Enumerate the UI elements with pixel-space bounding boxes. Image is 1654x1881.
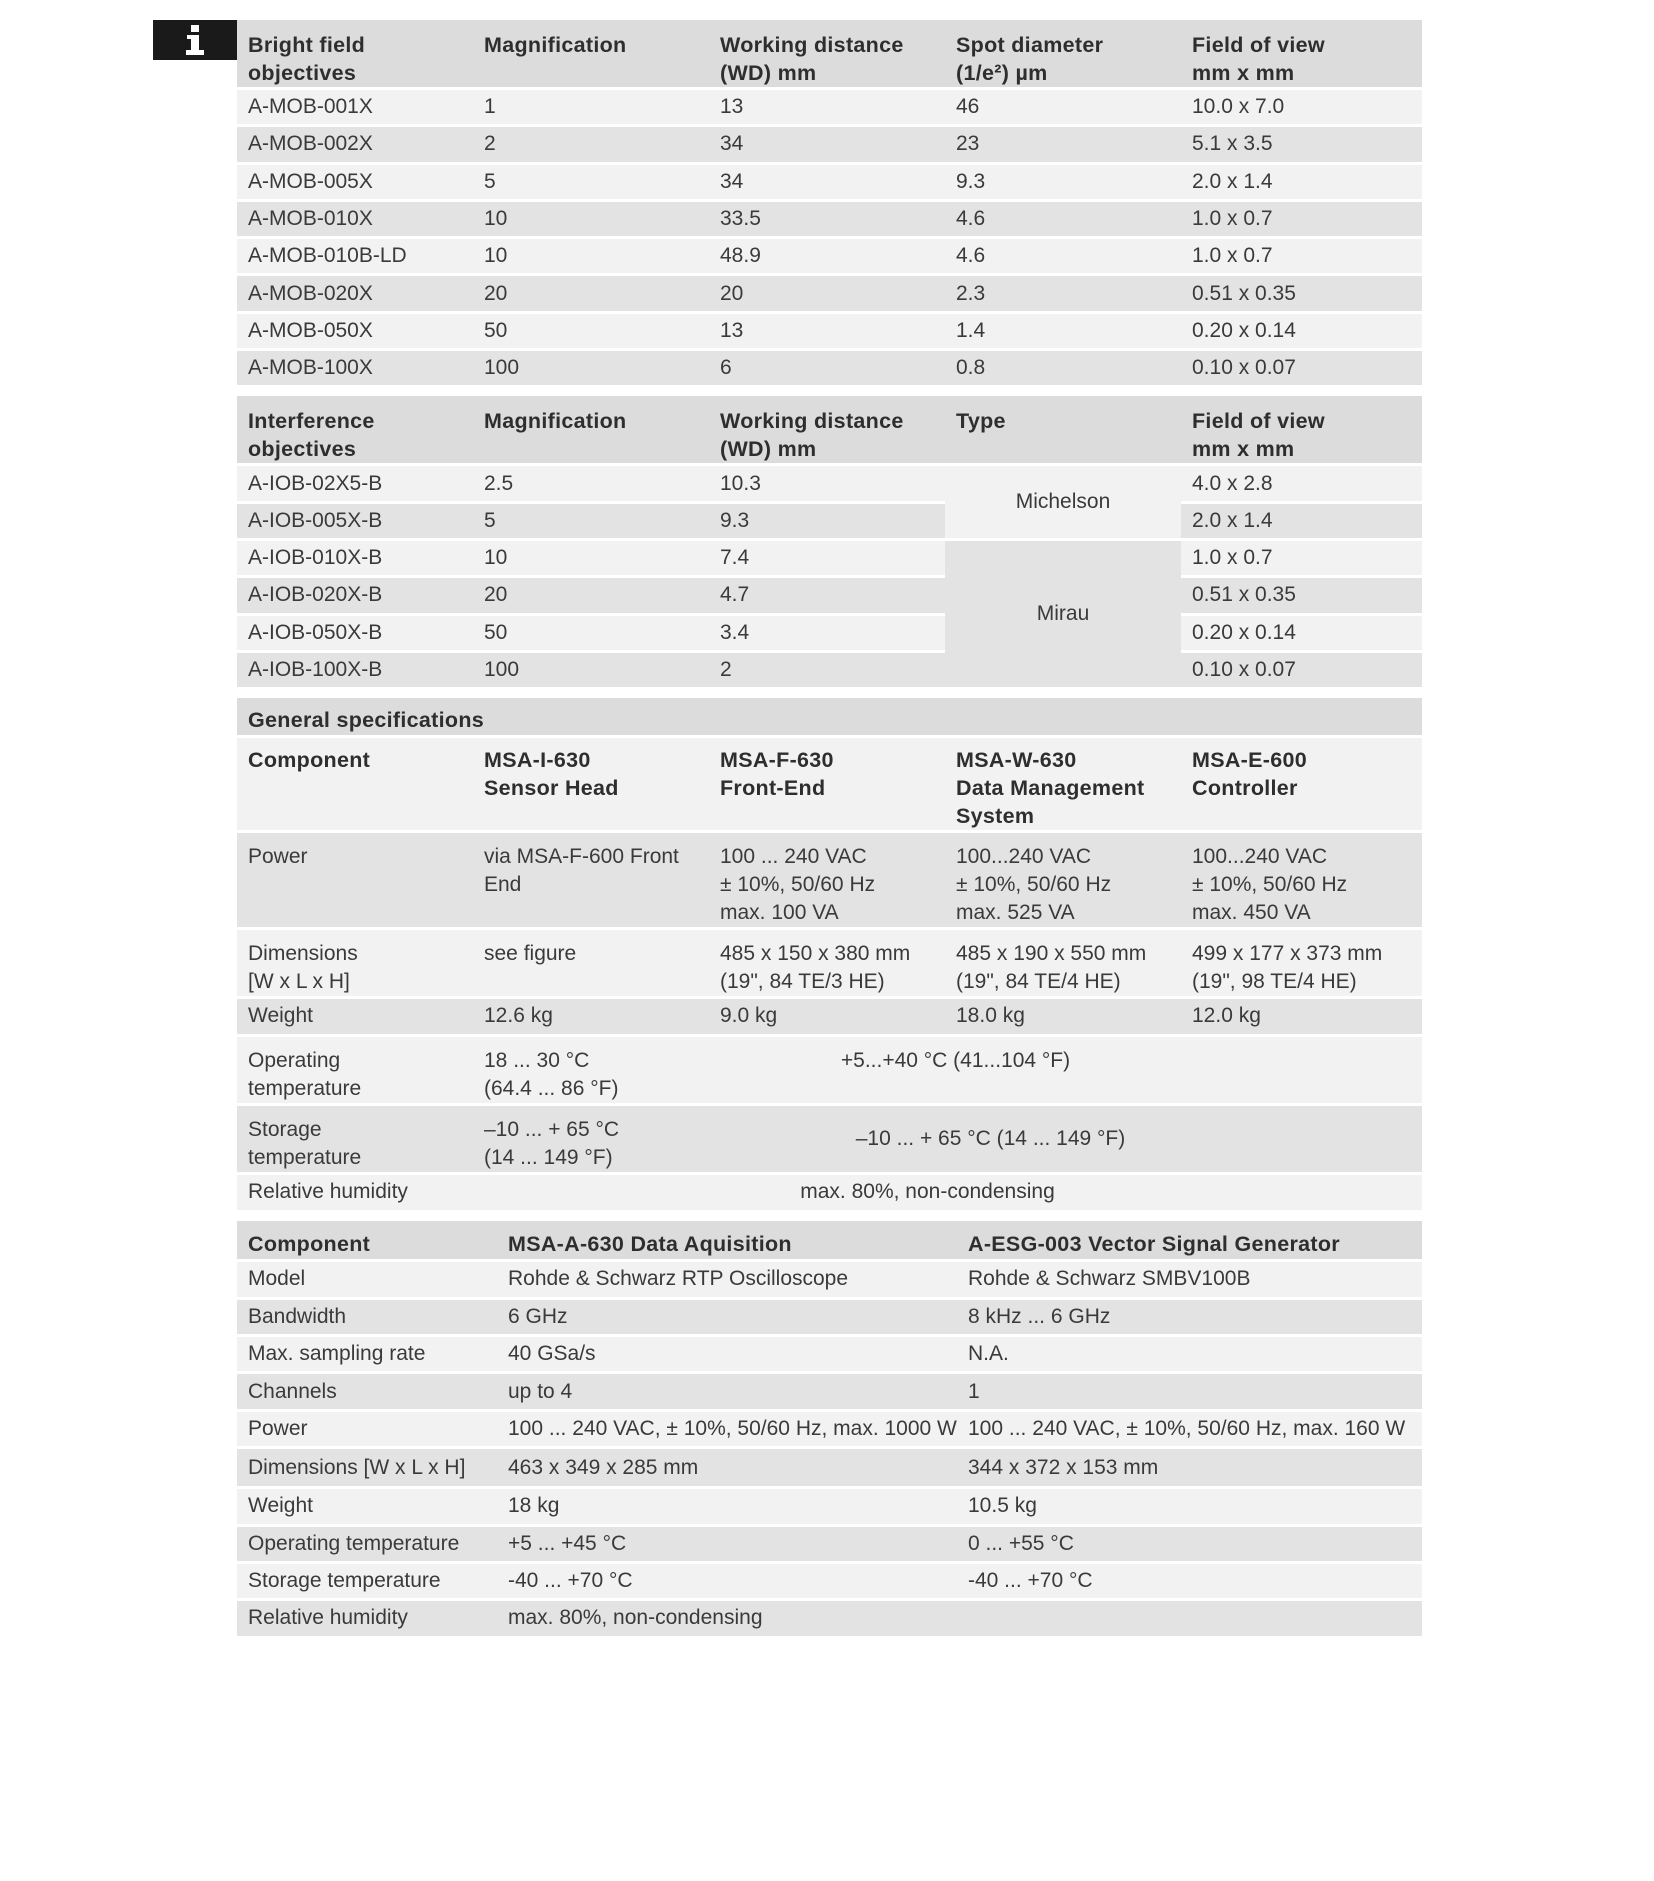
table-row	[237, 502, 1422, 539]
table-cell: 0.10 x 0.07	[1181, 350, 1422, 387]
table-cell: A-MOB-010X	[237, 200, 473, 237]
table-cell: 48.9	[709, 238, 945, 275]
column-header: Spot diameter (1/e²) µm	[945, 20, 1181, 89]
info-icon	[153, 20, 237, 60]
table-row	[237, 312, 1422, 349]
table-cell: 1	[473, 89, 709, 126]
table-row	[237, 928, 1422, 997]
table-cell: Bandwidth	[237, 1298, 497, 1335]
table-cell: 100...240 VAC ± 10%, 50/60 Hz max. 525 VA	[945, 831, 1181, 928]
column-header: MSA-F-630 Front-End	[709, 736, 945, 831]
table-cell: 5.1 x 3.5	[1181, 126, 1422, 163]
table-cell: 9.0 kg	[709, 997, 945, 1035]
table-cell: N.A.	[957, 1335, 1422, 1372]
table-cell: Max. sampling rate	[237, 1335, 497, 1372]
column-header: Field of view mm x mm	[1181, 396, 1422, 465]
table-row	[237, 831, 1422, 928]
table-cell: 4.6	[945, 200, 1181, 237]
table-cell: –10 ... + 65 °C (14 ... 149 °F)	[473, 1104, 709, 1173]
table-row	[237, 577, 1422, 614]
table-row	[237, 1562, 1422, 1599]
table-cell: Channels	[237, 1373, 497, 1410]
table-cell: 2	[473, 126, 709, 163]
table-cell: 40 GSa/s	[497, 1335, 957, 1372]
column-header: Bright field objectives	[237, 20, 473, 89]
type-mirau: Mirau	[945, 539, 1181, 688]
table-cell: max. 80%, non-condensing	[473, 1173, 1422, 1211]
table-row	[237, 163, 1422, 200]
table-cell: 0.10 x 0.07	[1181, 651, 1422, 688]
table-cell: 18 ... 30 °C (64.4 ... 86 °F)	[473, 1035, 709, 1104]
table-row	[237, 539, 1422, 576]
table-cell: 9.3	[945, 163, 1181, 200]
table-cell: Storage temperature	[237, 1562, 497, 1599]
general-specifications-table	[237, 698, 1422, 1213]
table-cell: A-IOB-010X-B	[237, 539, 473, 576]
table-cell: 20	[473, 577, 709, 614]
table-cell: 8 kHz ... 6 GHz	[957, 1298, 1422, 1335]
table-cell: Relative humidity	[237, 1600, 497, 1637]
table-cell: up to 4	[497, 1373, 957, 1410]
table-row	[237, 1035, 1422, 1104]
table-cell: 5	[473, 502, 709, 539]
table-cell: 50	[473, 312, 709, 349]
table-cell: 20	[709, 275, 945, 312]
table-cell: 13	[709, 312, 945, 349]
table-cell: 0.51 x 0.35	[1181, 577, 1422, 614]
table-cell: 1	[957, 1373, 1422, 1410]
table-row	[237, 1173, 1422, 1211]
table-cell: Relative humidity	[237, 1173, 473, 1211]
table-cell: 7.4	[709, 539, 945, 576]
column-header: Working distance (WD) mm	[709, 396, 945, 465]
table-row	[237, 1104, 1422, 1173]
table-row	[237, 465, 1422, 502]
table-row	[237, 1373, 1422, 1410]
table-cell: 23	[945, 126, 1181, 163]
table-cell: Operating temperature	[237, 1525, 497, 1562]
table-cell: +5...+40 °C (41...104 °F)	[709, 1035, 1422, 1104]
table-cell: A-IOB-02X5-B	[237, 465, 473, 502]
column-header: Magnification	[473, 20, 709, 89]
table-cell: Power	[237, 831, 473, 928]
table-cell: 2.0 x 1.4	[1181, 502, 1422, 539]
table-cell: 499 x 177 x 373 mm (19", 98 TE/4 HE)	[1181, 928, 1422, 997]
table-cell: -40 ... +70 °C	[957, 1562, 1422, 1599]
table-cell: 10.0 x 7.0	[1181, 89, 1422, 126]
table-row	[237, 1525, 1422, 1562]
table-cell: A-MOB-020X	[237, 275, 473, 312]
column-header: MSA-A-630 Data Aquisition	[497, 1221, 957, 1261]
table-row	[237, 1261, 1422, 1298]
table-cell: 100 ... 240 VAC, ± 10%, 50/60 Hz, max. 160 W	[957, 1410, 1422, 1447]
type-michelson: Michelson	[945, 465, 1181, 540]
table-cell: A-IOB-050X-B	[237, 614, 473, 651]
table-cell	[957, 1600, 1422, 1637]
column-header: Interference objectives	[237, 396, 473, 465]
acquisition-table	[237, 1221, 1422, 1639]
table-cell: 10	[473, 539, 709, 576]
column-header: Field of view mm x mm	[1181, 20, 1422, 89]
interference-table	[237, 396, 1422, 690]
section-title	[237, 698, 1422, 736]
table-row	[237, 1448, 1422, 1488]
table-cell: 5	[473, 163, 709, 200]
table-cell: Rohde & Schwarz SMBV100B	[957, 1261, 1422, 1298]
table-cell: 13	[709, 89, 945, 126]
table-cell: 10.5 kg	[957, 1488, 1422, 1525]
column-header: MSA-W-630 Data Management System	[945, 736, 1181, 831]
table-cell: A-MOB-100X	[237, 350, 473, 387]
table-cell: A-MOB-001X	[237, 89, 473, 126]
table-cell: 50	[473, 614, 709, 651]
table-cell: A-MOB-010B-LD	[237, 238, 473, 275]
table-cell: 100 ... 240 VAC ± 10%, 50/60 Hz max. 100 VA	[709, 831, 945, 928]
table-cell: 2.0 x 1.4	[1181, 163, 1422, 200]
table-row	[237, 1298, 1422, 1335]
table-cell: 10	[473, 200, 709, 237]
table-row	[237, 1488, 1422, 1525]
column-header: A-ESG-003 Vector Signal Generator	[957, 1221, 1422, 1261]
table-row	[237, 997, 1422, 1035]
table-cell: 18 kg	[497, 1488, 957, 1525]
table-cell: Dimensions [W x L x H]	[237, 928, 473, 997]
table-cell: 10.3	[709, 465, 945, 502]
table-cell: 6 GHz	[497, 1298, 957, 1335]
table-cell: A-MOB-005X	[237, 163, 473, 200]
table-cell: 46	[945, 89, 1181, 126]
table-cell: 2.5	[473, 465, 709, 502]
table-cell: 100 ... 240 VAC, ± 10%, 50/60 Hz, max. 1000 W	[497, 1410, 957, 1447]
table-cell: 33.5	[709, 200, 945, 237]
table-cell: A-IOB-020X-B	[237, 577, 473, 614]
table-header	[237, 736, 1422, 831]
table-header	[237, 1221, 1422, 1261]
table-cell: 9.3	[709, 502, 945, 539]
table-cell: 2	[709, 651, 945, 688]
table-cell: 2.3	[945, 275, 1181, 312]
table-cell: 4.0 x 2.8	[1181, 465, 1422, 502]
table-row	[237, 200, 1422, 237]
info-glyph	[184, 25, 206, 55]
table-cell: 20	[473, 275, 709, 312]
table-cell: 34	[709, 163, 945, 200]
column-header: Working distance (WD) mm	[709, 20, 945, 89]
table-cell: A-MOB-050X	[237, 312, 473, 349]
table-cell: via MSA-F-600 Front End	[473, 831, 709, 928]
table-cell: A-IOB-100X-B	[237, 651, 473, 688]
table-cell: 0.20 x 0.14	[1181, 614, 1422, 651]
section-title-cell: General specifications	[237, 698, 1422, 736]
table-cell: 0.8	[945, 350, 1181, 387]
table-cell: max. 80%, non-condensing	[497, 1600, 957, 1637]
column-header: Type	[945, 396, 1181, 465]
table-row	[237, 89, 1422, 126]
table-cell: Rohde & Schwarz RTP Oscilloscope	[497, 1261, 957, 1298]
table-cell: 0 ... +55 °C	[957, 1525, 1422, 1562]
table-cell: 3.4	[709, 614, 945, 651]
table-cell: 100...240 VAC ± 10%, 50/60 Hz max. 450 VA	[1181, 831, 1422, 928]
table-cell: 1.4	[945, 312, 1181, 349]
table-header	[237, 20, 1422, 89]
table-cell: Weight	[237, 997, 473, 1035]
table-row	[237, 1600, 1422, 1637]
table-cell: 6	[709, 350, 945, 387]
column-header: Component	[237, 736, 473, 831]
table-cell: 10	[473, 238, 709, 275]
table-row	[237, 1335, 1422, 1372]
table-cell: 1.0 x 0.7	[1181, 238, 1422, 275]
table-cell: Storage temperature	[237, 1104, 473, 1173]
table-cell: –10 ... + 65 °C (14 ... 149 °F)	[709, 1104, 1422, 1173]
table-cell: 34	[709, 126, 945, 163]
table-cell: +5 ... +45 °C	[497, 1525, 957, 1562]
table-row	[237, 238, 1422, 275]
table-cell: 463 x 349 x 285 mm	[497, 1448, 957, 1488]
table-row	[237, 651, 1422, 688]
table-cell: 4.7	[709, 577, 945, 614]
table-cell: 12.6 kg	[473, 997, 709, 1035]
table-cell: 344 x 372 x 153 mm	[957, 1448, 1422, 1488]
bright-field-table	[237, 20, 1422, 388]
table-cell: Weight	[237, 1488, 497, 1525]
table-cell: Power	[237, 1410, 497, 1447]
table-cell: 4.6	[945, 238, 1181, 275]
table-cell: 485 x 190 x 550 mm (19", 84 TE/4 HE)	[945, 928, 1181, 997]
table-cell: A-IOB-005X-B	[237, 502, 473, 539]
table-row	[237, 614, 1422, 651]
table-header	[237, 396, 1422, 465]
table-cell: 0.20 x 0.14	[1181, 312, 1422, 349]
table-cell: 0.51 x 0.35	[1181, 275, 1422, 312]
table-row	[237, 126, 1422, 163]
table-cell: 18.0 kg	[945, 997, 1181, 1035]
table-cell: Dimensions [W x L x H]	[237, 1448, 497, 1488]
table-cell: 100	[473, 350, 709, 387]
table-cell: A-MOB-002X	[237, 126, 473, 163]
table-cell: Model	[237, 1261, 497, 1298]
table-cell: Operating temperature	[237, 1035, 473, 1104]
table-cell: 100	[473, 651, 709, 688]
table-cell: see figure	[473, 928, 709, 997]
table-row	[237, 275, 1422, 312]
table-cell: 1.0 x 0.7	[1181, 200, 1422, 237]
table-row	[237, 350, 1422, 387]
table-cell: 12.0 kg	[1181, 997, 1422, 1035]
column-header: MSA-I-630 Sensor Head	[473, 736, 709, 831]
table-cell: 485 x 150 x 380 mm (19", 84 TE/3 HE)	[709, 928, 945, 997]
table-cell: 1.0 x 0.7	[1181, 539, 1422, 576]
table-cell: -40 ... +70 °C	[497, 1562, 957, 1599]
column-header: MSA-E-600 Controller	[1181, 736, 1422, 831]
table-row	[237, 1410, 1422, 1447]
column-header: Component	[237, 1221, 497, 1261]
column-header: Magnification	[473, 396, 709, 465]
spec-sheet	[237, 20, 1422, 1639]
